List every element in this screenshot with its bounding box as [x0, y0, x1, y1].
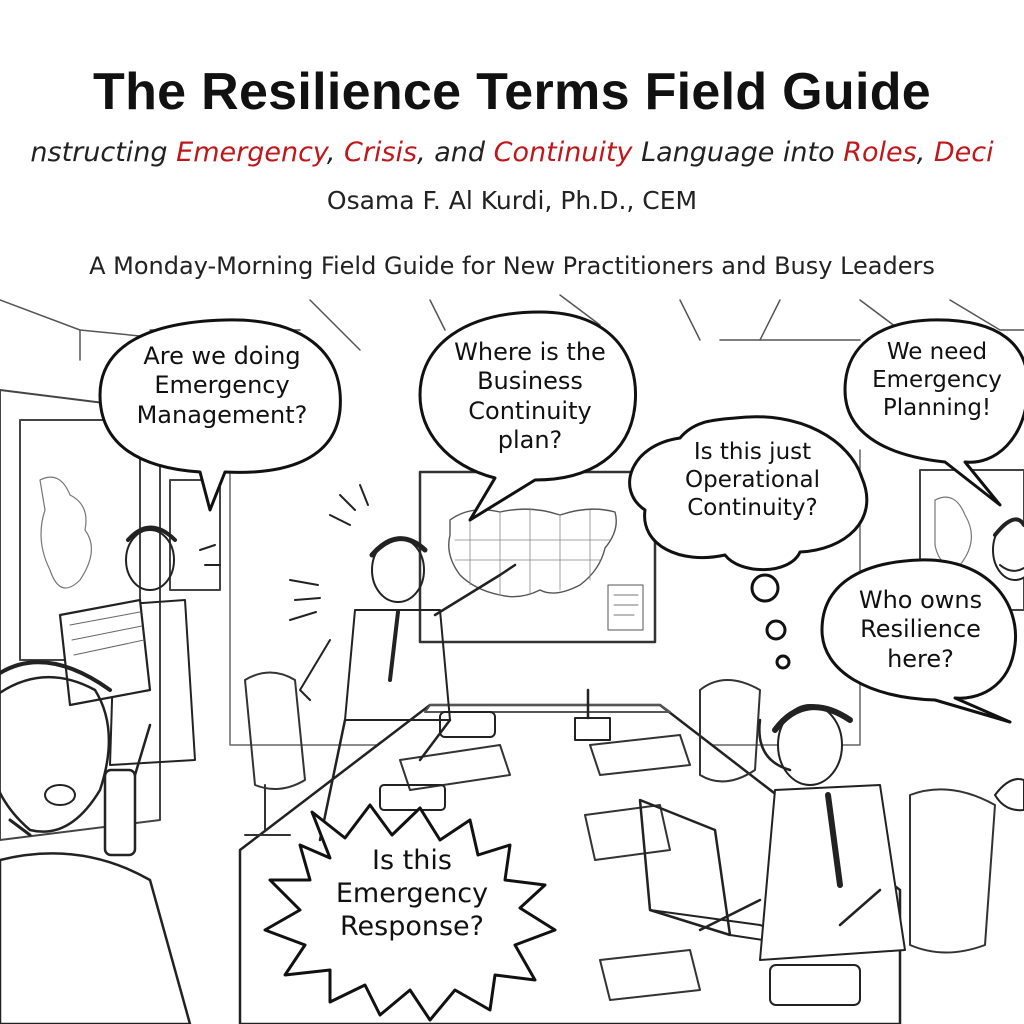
thought-dot — [777, 656, 789, 668]
subtitle-part: , — [326, 137, 344, 168]
subtitle-part: , and — [417, 137, 494, 168]
thought-dot — [767, 621, 785, 639]
subtitle-highlight: Deci — [933, 137, 994, 168]
subtitle — [0, 137, 1024, 168]
hand-right — [995, 779, 1024, 810]
bubble-text-op-continuity: Is this just Operational Continuity? — [685, 439, 820, 522]
subtitle-part: Language into — [632, 137, 844, 168]
man-with-binder — [60, 528, 195, 766]
us-map — [420, 472, 655, 642]
tagline: A Monday-Morning Field Guide for New Practitioners and Busy Leaders — [89, 252, 935, 280]
office-scene-illustration — [0, 290, 1024, 1024]
subtitle-highlight: Roles — [843, 137, 917, 168]
thought-dot — [752, 575, 778, 601]
cover-header — [0, 0, 1024, 300]
author-line: Osama F. Al Kurdi, Ph.D., CEM — [326, 186, 698, 215]
bubble-text-resilience-owner: Who owns Resilience here? — [858, 586, 983, 673]
subtitle-highlight: Continuity — [493, 137, 633, 168]
subtitle-part: nstructing — [30, 137, 177, 168]
subtitle-highlight: Emergency — [176, 137, 327, 168]
angry-man-right — [993, 519, 1024, 580]
page-title: The Resilience Terms Field Guide — [93, 63, 931, 121]
bubble-text-em-management: Are we doing Emergency Management? — [136, 342, 308, 429]
bubble-text-bc-plan: Where is the Business Continuity plan? — [454, 338, 606, 454]
subtitle-highlight: Crisis — [343, 137, 418, 168]
motion-marks — [200, 485, 368, 620]
bubble-text-em-planning: We need Emergency Planning! — [872, 339, 1002, 422]
woman-with-headset — [0, 662, 190, 1024]
subtitle-part: , — [916, 137, 934, 168]
bubble-text-em-response: Is this Emergency Response? — [335, 845, 489, 942]
